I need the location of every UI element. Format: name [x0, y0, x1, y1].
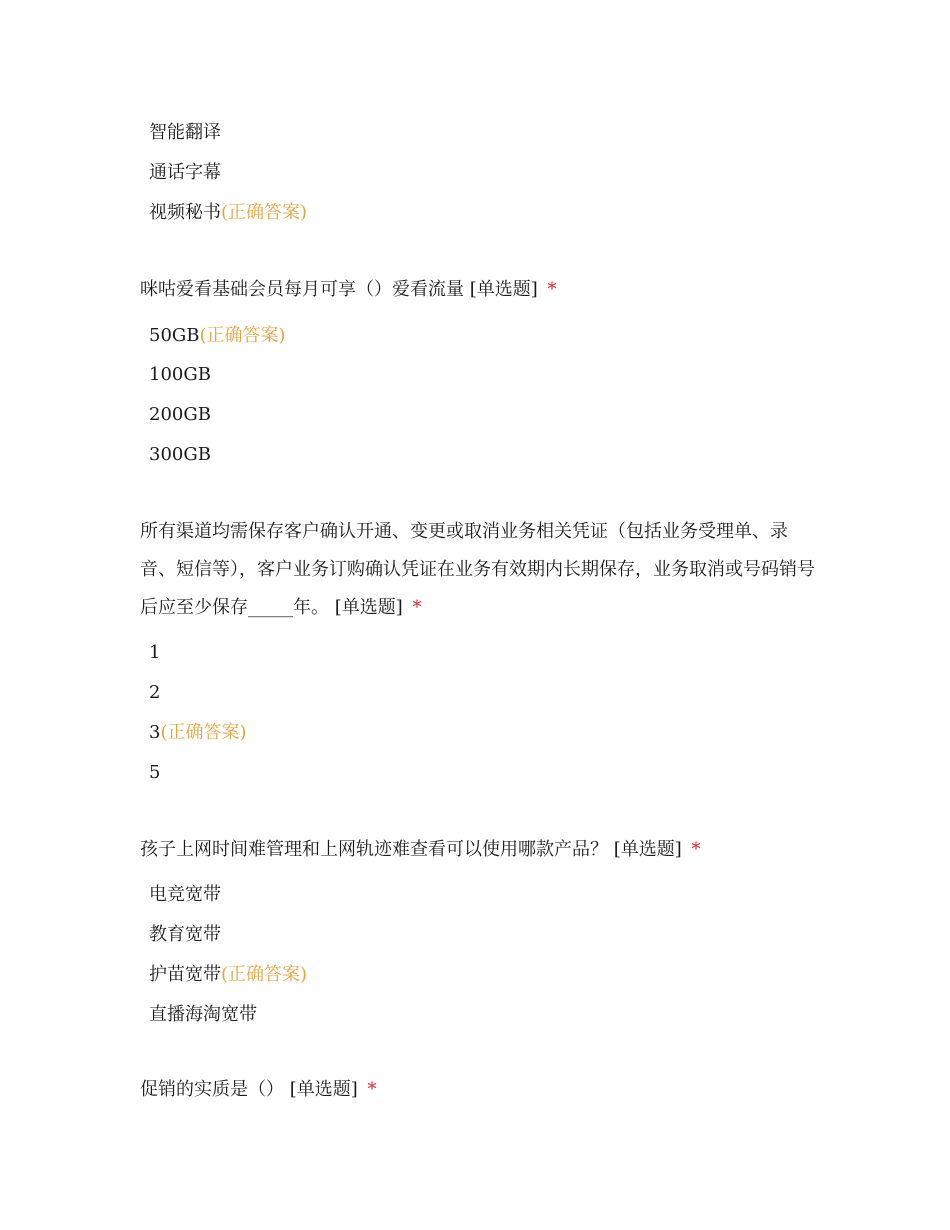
question-title-q4 — [140, 1071, 820, 1109]
option-text: 直播海淘宽带 — [149, 1004, 257, 1025]
option-q1-0 — [149, 324, 286, 348]
option-q2-2 — [149, 721, 247, 745]
option-text: 3 — [149, 722, 161, 743]
option-q0-0 — [149, 121, 221, 145]
option-text: 通话字幕 — [149, 162, 221, 183]
option-text: 护苗宽带 — [149, 964, 221, 985]
correct-answer-tag: (正确答案) — [199, 325, 286, 346]
question-title-q3 — [140, 831, 820, 869]
option-text: 教育宽带 — [149, 924, 221, 945]
question-title-q1 — [140, 271, 820, 309]
option-text: 智能翻译 — [149, 122, 221, 143]
option-q3-0 — [149, 883, 221, 907]
required-mark: * — [367, 1079, 377, 1100]
question-text: 所有渠道均需保存客户确认开通、变更或取消业务相关凭证（包括业务受理单、录音、短信等），客户业务订购确认凭证在业务有效期内长期保存，业务取消或号码销号后应至少保存_____年。 — [140, 521, 815, 618]
correct-answer-tag: (正确答案) — [160, 722, 247, 743]
option-text: 1 — [149, 642, 161, 663]
required-mark: * — [412, 597, 422, 618]
option-text: 50GB — [149, 325, 200, 346]
required-mark: * — [547, 279, 557, 300]
question-type-label: [单选题] — [469, 279, 538, 300]
question-type-label: [单选题] — [334, 597, 403, 618]
question-text: 孩子上网时间难管理和上网轨迹难查看可以使用哪款产品？ — [140, 839, 608, 860]
option-q1-3 — [149, 443, 211, 467]
option-q2-0 — [149, 641, 160, 665]
option-text: 5 — [149, 762, 161, 783]
option-text: 200GB — [149, 404, 211, 425]
correct-answer-tag: (正确答案) — [221, 202, 308, 223]
question-text: 咪咕爱看基础会员每月可享（）爱看流量 — [140, 279, 464, 300]
option-text: 300GB — [149, 444, 211, 465]
question-title-q2 — [140, 513, 820, 627]
option-q0-2 — [149, 201, 307, 225]
option-q2-3 — [149, 761, 160, 785]
option-q0-1 — [149, 161, 221, 185]
option-q3-3 — [149, 1003, 257, 1027]
option-text: 2 — [149, 682, 161, 703]
correct-answer-tag: (正确答案) — [221, 964, 308, 985]
option-text: 100GB — [149, 364, 211, 385]
option-q1-1 — [149, 363, 211, 387]
option-q2-1 — [149, 681, 160, 705]
question-type-label: [单选题] — [613, 839, 682, 860]
option-text: 电竞宽带 — [149, 884, 221, 905]
question-text: 促销的实质是（） — [140, 1079, 284, 1100]
required-mark: * — [691, 839, 701, 860]
option-text: 视频秘书 — [149, 202, 221, 223]
option-q1-2 — [149, 403, 211, 427]
option-q3-2 — [149, 963, 307, 987]
option-q3-1 — [149, 923, 221, 947]
question-type-label: [单选题] — [289, 1079, 358, 1100]
